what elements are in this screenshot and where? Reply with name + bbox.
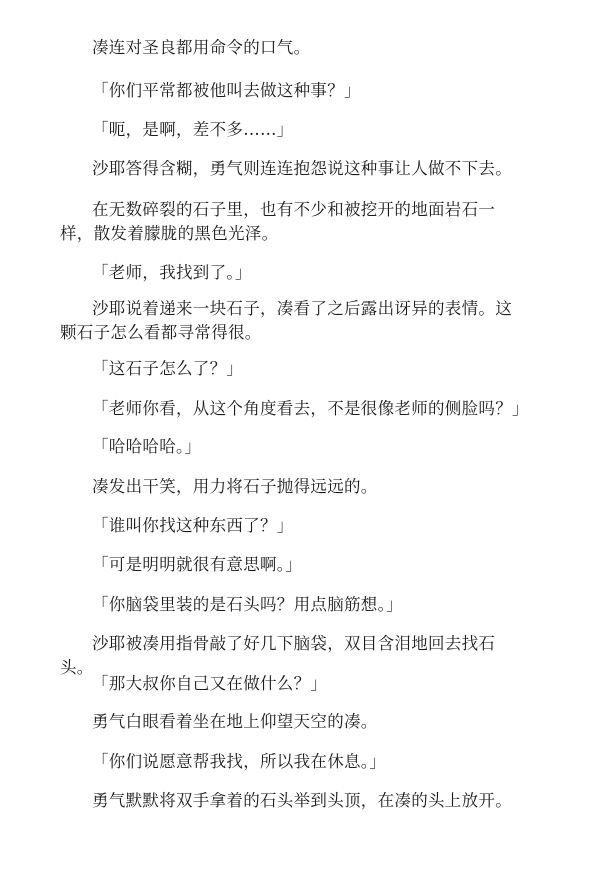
- paragraph: 「呃，是啊，差不多……」: [92, 120, 294, 139]
- paragraph: 沙耶答得含糊，勇气则连连抱怨说这种事让人做不下去。: [92, 159, 512, 178]
- paragraph: 沙耶说着递来一块石子，凑看了之后露出讶异的表情。这颗石子怎么看都寻常得很。: [60, 299, 512, 342]
- paragraph: 「那大叔你自己又在做什么？」: [92, 674, 328, 693]
- paragraph: 「这石子怎么了？」: [92, 359, 244, 378]
- paragraph: 「你们平常都被他叫去做这种事？」: [92, 81, 361, 100]
- paragraph: 勇气默默将双手拿着的石头举到头顶，在凑的头上放开。: [92, 791, 512, 810]
- paragraph: 「老师你看，从这个角度看去，不是很像老师的侧脸吗？」: [92, 399, 529, 418]
- paragraph: 「老师，我找到了。」: [92, 263, 252, 282]
- paragraph: 凑发出干笑，用力将石子抛得远远的。: [92, 477, 378, 496]
- paragraph: 「谁叫你找这种东西了？」: [92, 516, 294, 535]
- paragraph: 「可是明明就很有意思啊。」: [92, 555, 303, 574]
- paragraph: 勇气白眼看着坐在地上仰望天空的凑。: [92, 712, 378, 731]
- paragraph: 「你们说愿意帮我找，所以我在休息。」: [92, 752, 387, 771]
- paragraph: 「哈哈哈哈。」: [92, 437, 202, 456]
- paragraph: 沙耶被凑用指骨敲了好几下脑袋，双目含泪地回去找石头。: [60, 634, 496, 677]
- paragraph: 在无数碎裂的石子里，也有不少和被挖开的地面岩石一样，散发着朦胧的黑色光泽。: [60, 200, 496, 243]
- paragraph: 「你脑袋里装的是石头吗？用点脑筋想。」: [92, 595, 403, 614]
- paragraph: 凑连对圣良都用命令的口气。: [92, 38, 311, 57]
